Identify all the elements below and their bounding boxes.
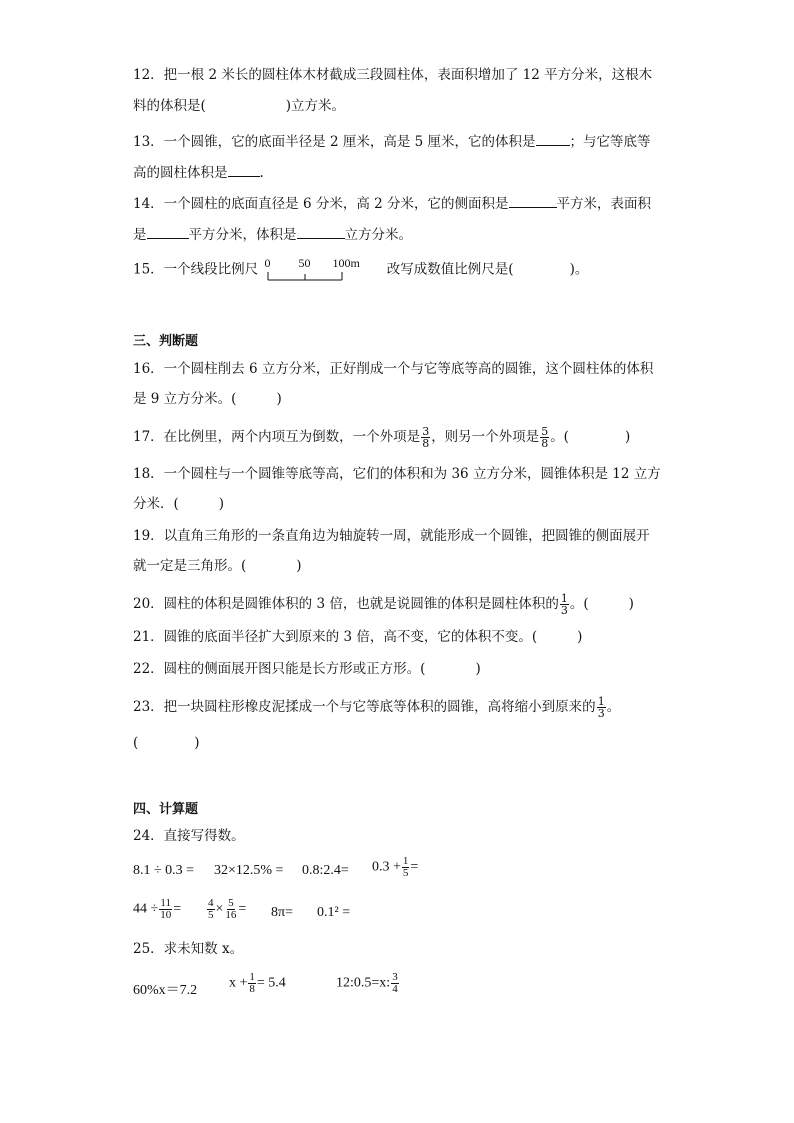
q24-expr-2: 32×12.5% = [214, 863, 284, 878]
q19-line1: 19．以直角三角形的一条直角边为轴旋转一周，就能形成一个圆锥，把圆锥的侧面展开 [133, 528, 650, 544]
q14-text-a: 是 [133, 227, 147, 243]
q18-text: 分米．( [133, 496, 179, 512]
scale-bar [262, 268, 352, 282]
q18-end: ) [218, 496, 225, 512]
q17-end: ) [624, 429, 631, 445]
q24-e4-fraction [402, 856, 410, 879]
q19-line2 [133, 557, 302, 575]
q14-text-c: 立方分米。 [344, 227, 412, 243]
q25-e3-num: 3 [392, 971, 398, 983]
q13-text2-pre: 高的圆柱体积是 [133, 165, 228, 181]
scale-label-50: 50 [298, 256, 311, 270]
q17-fraction-1 [421, 426, 430, 449]
q25-e2-fraction [248, 972, 256, 995]
q17-f2-den: 8 [541, 437, 549, 450]
q24-e4-den: 5 [402, 867, 409, 879]
q24-expr-6 [206, 898, 246, 921]
q13-line2 [133, 162, 264, 182]
q25-e2-post: = 5.4 [256, 975, 286, 991]
q25-e2-num: 1 [249, 971, 255, 983]
q24-expr-4 [372, 856, 418, 879]
q24-expr-7: 8π= [271, 905, 293, 920]
q20-text-post: 。( [569, 596, 589, 612]
q24-e5-fraction [159, 898, 172, 921]
q13-blank-2[interactable] [228, 162, 260, 177]
q19-end: ) [296, 558, 302, 574]
q12-text-pre: 料的体积是( [133, 98, 206, 114]
q24-e4-pre: 0.3 + [372, 859, 401, 875]
q12-line2 [133, 97, 345, 115]
q24-expr-8: 0.1² = [317, 905, 351, 920]
q21-line [133, 628, 582, 646]
q25-e2-pre: x + [229, 975, 248, 991]
q14-blank-1[interactable] [509, 193, 557, 208]
q24-expr-3: 0.8:2.4= [302, 863, 349, 878]
q22-end: ) [475, 661, 481, 677]
q23-line1 [133, 696, 620, 719]
q19-text: 就一定是三角形。( [133, 558, 247, 574]
q24-e6-den1: 5 [208, 909, 214, 921]
scale-label-0: 0 [264, 256, 271, 270]
section-calc-heading: 四、计算题 [133, 802, 199, 817]
q23-paren-close: ) [194, 735, 200, 751]
q14-blank-3[interactable] [297, 224, 345, 239]
q17-text-mid: ，则另一个外项是 [431, 429, 540, 445]
q15-line [133, 258, 588, 282]
q24-e6-fraction-1 [207, 898, 215, 921]
q24-expr-1: 8.1 ÷ 0.3 = [133, 863, 195, 878]
q17-line [133, 426, 630, 449]
q12-text-post: )立方米。 [285, 98, 346, 114]
q24-e6-times: × [215, 901, 224, 917]
q24-expr-5 [133, 898, 181, 921]
q25-e3-pre: 12:0.5=x: [336, 975, 391, 991]
q17-fraction-2 [540, 426, 549, 449]
q25-e3-fraction [391, 972, 399, 995]
q12-line1: 12．把一根 2 米长的圆柱体木材截成三段圆柱体，表面积增加了 12 平方分米，这根木 [133, 67, 653, 83]
q13-blank-1[interactable] [536, 131, 570, 146]
q14-line1 [133, 193, 651, 213]
q24-e5-num: 11 [160, 897, 171, 909]
q17-f1-num: 3 [422, 425, 430, 438]
q14-line2 [133, 224, 412, 244]
q20-text-pre: 20．圆柱的体积是圆锥体积的 3 倍，也就是说圆锥的体积是圆柱体积的 [133, 596, 559, 612]
q21-text: 21．圆锥的底面半径扩大到原来的 3 倍，高不变，它的体积不变。( [133, 629, 538, 645]
q16-line1: 16．一个圆柱削去 6 立方分米，正好削成一个与它等底等高的圆锥，这个圆柱体的体积 [133, 361, 654, 377]
q17-text-post: 。( [550, 429, 569, 445]
q20-end: ) [628, 596, 634, 612]
q23-f-den: 3 [597, 707, 605, 720]
q25-eq-3 [336, 972, 400, 995]
q24-e6-num1: 4 [208, 897, 214, 909]
q25-e2-den: 8 [249, 983, 255, 995]
q25-e3-den: 4 [392, 983, 398, 995]
section-judge-heading: 三、判断题 [133, 334, 199, 349]
scale-label-100: 100m [332, 256, 360, 270]
q23-line2 [133, 734, 200, 752]
q24-e6-den2: 16 [225, 909, 237, 921]
q16-line2 [133, 390, 282, 408]
q14-blank-2[interactable] [147, 224, 189, 239]
q14-text-b: 平方分米，体积是 [188, 227, 297, 243]
q17-f1-den: 8 [422, 437, 430, 450]
q24-e4-num: 1 [402, 855, 409, 867]
q13-text2-post: . [259, 165, 264, 181]
q23-text-post: 。 [606, 699, 621, 715]
q24-e4-end: = [410, 859, 419, 875]
q23-text-pre: 23．把一块圆柱形橡皮泥揉成一个与它等底等体积的圆锥，高将缩小到原来的 [133, 699, 596, 715]
q23-f-num: 1 [597, 695, 605, 708]
q23-paren-open: ( [133, 735, 139, 751]
q24-e5-end: = [173, 901, 182, 917]
q20-f-den: 3 [560, 604, 568, 617]
q25-eq-1: 60%x＝7.2 [133, 983, 198, 998]
q23-fraction [597, 696, 606, 719]
q13-line1 [133, 131, 651, 151]
q24-e5-den: 10 [160, 909, 172, 921]
q15-text-pre: 15．一个线段比例尺 [133, 261, 259, 278]
q22-text: 22．圆柱的侧面展开图只能是长方形或正方形。( [133, 661, 426, 677]
q13-text-post: ；与它等底等 [569, 134, 651, 150]
q15-text-end: )。 [569, 261, 589, 278]
q24-e5-pre: 44 ÷ [133, 901, 159, 917]
q24-e6-num2: 5 [228, 897, 234, 909]
q15-text-post: 改写成数值比例尺是( [386, 261, 514, 278]
q14-text-pre: 14．一个圆柱的底面直径是 6 分米，高 2 分米，它的侧面积是 [133, 196, 509, 212]
q25-title: 25．求未知数 x。 [133, 941, 244, 957]
q22-line [133, 660, 481, 678]
q14-text-post: 平方米，表面积 [556, 196, 652, 212]
q24-e6-fraction-2 [224, 898, 237, 921]
q18-line1: 18．一个圆柱与一个圆锥等底等高，它们的体积和为 36 立方分米，圆锥体积是 12 立方 [133, 466, 661, 482]
q17-f2-num: 5 [541, 425, 549, 438]
q20-f-num: 1 [560, 592, 568, 605]
q16-text: 是 9 立方分米。( [133, 391, 237, 407]
line-scale-ruler [262, 258, 382, 282]
q21-end: ) [577, 629, 583, 645]
q24-e6-end: = [238, 901, 247, 917]
q17-text-pre: 17．在比例里，两个内项互为倒数，一个外项是 [133, 429, 421, 445]
q24-title: 24．直接写得数。 [133, 828, 245, 844]
q20-line [133, 593, 634, 616]
q25-eq-2 [229, 972, 286, 995]
q13-text-pre: 13．一个圆锥，它的底面半径是 2 厘米，高是 5 厘米，它的体积是 [133, 134, 536, 150]
q20-fraction [560, 593, 569, 616]
q16-end: ) [276, 391, 282, 407]
q18-line2 [133, 495, 224, 513]
